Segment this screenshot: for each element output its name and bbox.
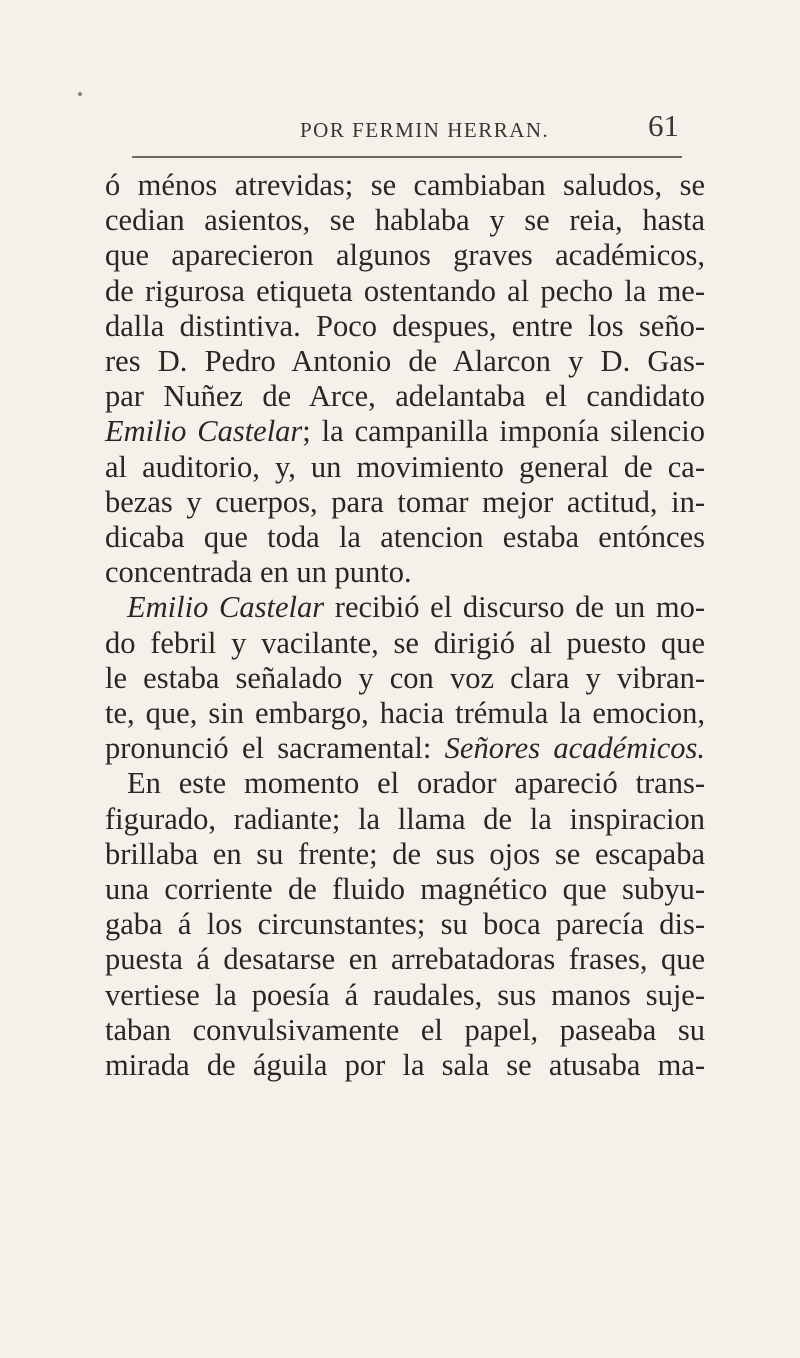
text-line: de rigurosa etiqueta ostentando al pecho la me-: [105, 273, 705, 308]
text-line: te, que, sin embargo, hacia trémula la emocion,: [105, 696, 705, 731]
text-line: una corriente de fluido magnético que subyu-: [105, 872, 705, 907]
text-line: gaba á los circunstantes; su boca parecía dis-: [105, 907, 705, 942]
text-line: Emilio Castelar; la campanilla imponía silencio: [105, 414, 705, 449]
text-line: ó ménos atrevidas; se cambiaban saludos, se: [105, 168, 705, 202]
text-line: pronunció el sacramental: Señores académicos.: [105, 731, 705, 766]
text-line: mirada de águila por la sala se atusaba ma-: [105, 1048, 705, 1083]
text-line: dicaba que toda la atencion estaba entónces: [105, 520, 705, 555]
text-line: res D. Pedro Antonio de Alarcon y D. Gas-: [105, 344, 705, 379]
text-line: dalla distintiva. Poco despues, entre los seño-: [105, 308, 705, 343]
text-line: bezas y cuerpos, para tomar mejor actitud, in-: [105, 484, 705, 519]
text-line: taban convulsivamente el papel, paseaba su: [105, 1012, 705, 1047]
page-number: 61: [648, 108, 679, 143]
text-line: Emilio Castelar recibió el discurso de un mo-: [127, 590, 705, 625]
text-line: al auditorio, y, un movimiento general de ca-: [105, 449, 705, 484]
text-line: par Nuñez de Arce, adelantaba el candidato: [105, 379, 705, 414]
body-text: [105, 168, 705, 1083]
text-line: figurado, radiante; la llama de la inspiracion: [105, 801, 705, 836]
text-line: cedian asientos, se hablaba y se reia, hasta: [105, 203, 705, 238]
text-line: vertiese la poesía á raudales, sus manos suje-: [105, 977, 705, 1012]
text-line: que aparecieron algunos graves académicos,: [105, 238, 705, 273]
text-line: le estaba señalado y con voz clara y vibran-: [105, 660, 705, 695]
running-head: POR FERMIN HERRAN.: [300, 118, 550, 142]
ink-speck: [78, 92, 82, 96]
italic-name: Emilio Castelar: [105, 414, 303, 449]
header-rule: [132, 156, 682, 158]
text-line: En este momento el orador apareció trans-: [127, 766, 705, 801]
text-line: puesta á desatarse en arrebatadoras frases, que: [105, 942, 705, 977]
text-line: concentrada en un punto.: [105, 555, 412, 590]
italic-phrase: Señores académicos.: [444, 731, 705, 766]
text-line: do febril y vacilante, se dirigió al puesto que: [105, 625, 705, 660]
italic-name: Emilio Castelar: [127, 590, 325, 625]
text-line: brillaba en su frente; de sus ojos se escapaba: [105, 836, 705, 871]
